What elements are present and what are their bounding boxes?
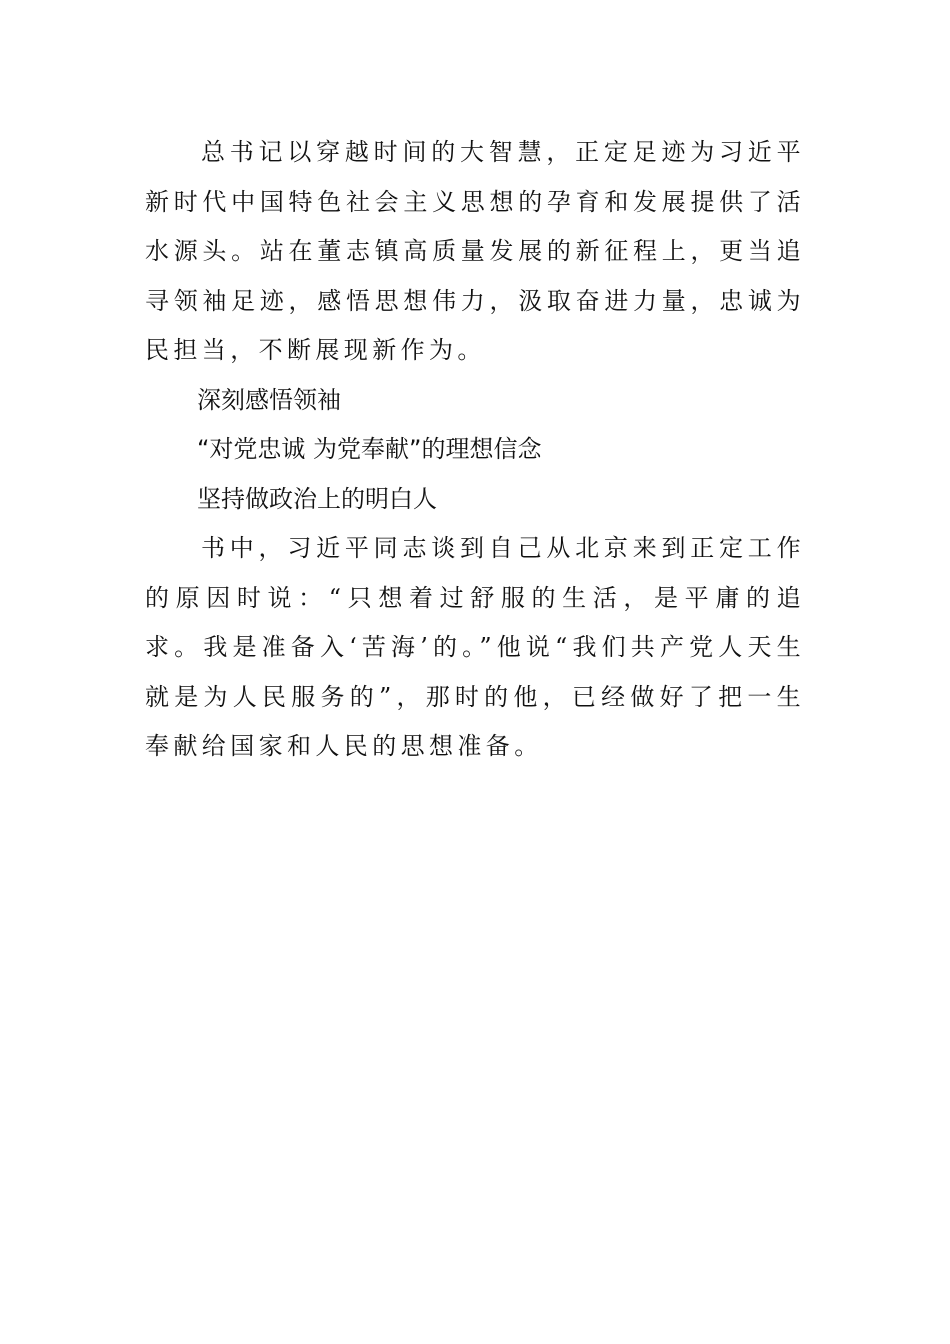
body-paragraph: 书中，习近平同志谈到自己从北京来到正定工作的原因时说：“只想着过舒服的生活，是平庸的追求。我是准备入‘苦海’的。”他说“我们共产党人天生就是为人民服务的”，那时的他，已经做好了把一生奉献给国家和人民的思想准备。 — [145, 534, 805, 760]
body-paragraph: 总书记以穿越时间的大智慧，正定足迹为习近平新时代中国特色社会主义思想的孕育和发展提供了活水源头。站在董志镇高质量发展的新征程上，更当追寻领袖足迹，感悟思想伟力，汲取奋进力量，忠诚为民担当，不断展现新作为。 — [145, 138, 805, 364]
section-heading: 深刻感悟领袖 — [197, 385, 341, 414]
document-body — [145, 128, 805, 772]
section-subheading: 坚持做政治上的明白人 — [197, 484, 437, 513]
section-subheading: “对党忠诚 为党奉献”的理想信念 — [197, 435, 542, 463]
